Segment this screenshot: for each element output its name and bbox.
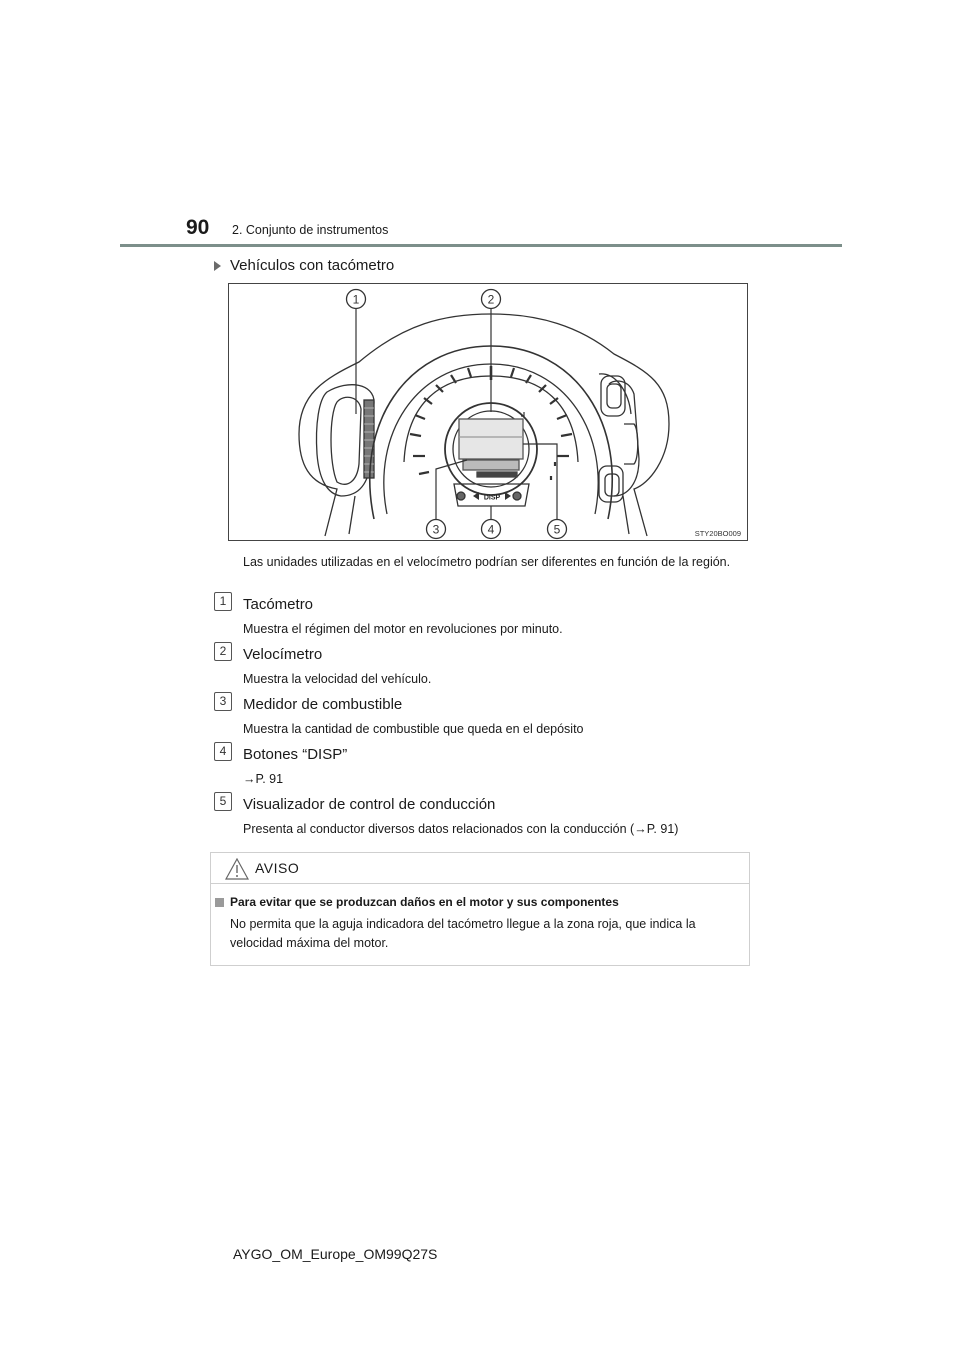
disp-button-label: DISP	[483, 494, 501, 502]
item-description: Muestra el régimen del motor en revoluciones por minuto.	[243, 622, 563, 636]
units-note: Las unidades utilizadas en el velocímetro podrían ser diferentes en función de la región.	[243, 555, 731, 569]
item-title: Tacómetro	[243, 596, 314, 613]
section-title: 2. Conjunto de instrumentos	[232, 223, 389, 237]
instrument-cluster-figure	[228, 283, 748, 541]
warning-box	[210, 852, 750, 966]
figure-callout-5: 5	[553, 522, 561, 537]
subsection-title: Vehículos con tacómetro	[230, 257, 395, 274]
page-reference-link[interactable]: →P. 91	[243, 772, 284, 786]
item-title: Medidor de combustible	[243, 696, 403, 713]
item-number-badge: 1	[214, 592, 232, 611]
header-rule	[120, 244, 842, 247]
figure-callout-1: 1	[352, 292, 360, 307]
subsection-heading	[214, 257, 394, 274]
figure-callout-4: 4	[487, 522, 495, 537]
item-number-badge: 4	[214, 742, 232, 761]
figure-callout-3: 3	[432, 522, 440, 537]
square-bullet-icon	[215, 898, 224, 907]
footer-code: AYGO_OM_Europe_OM99Q27S	[233, 1246, 438, 1262]
figure-code: STY20BO009	[694, 529, 741, 538]
warning-triangle-icon	[225, 858, 249, 880]
item-description: Presenta al conductor diversos datos relacionados con la conducción (→P. 91)	[243, 822, 679, 836]
figure-callout-2: 2	[487, 292, 495, 307]
instrument-cluster-illustration	[229, 284, 747, 540]
page-number: 90	[186, 216, 210, 239]
item-number-badge: 5	[214, 792, 232, 811]
item-title: Botones “DISP”	[243, 746, 348, 763]
item-title: Velocímetro	[243, 646, 323, 663]
item-number-badge: 3	[214, 692, 232, 711]
warning-header	[211, 853, 749, 884]
warning-label: AVISO	[255, 860, 300, 876]
item-description: Muestra la velocidad del vehículo.	[243, 672, 432, 686]
item-number-badge: 2	[214, 642, 232, 661]
warning-title: Para evitar que se produzcan daños en el motor y sus componentes	[230, 895, 619, 909]
item-description: Muestra la cantidad de combustible que queda en el depósito	[243, 722, 584, 736]
triangle-bullet-icon	[214, 261, 221, 271]
item-title: Visualizador de control de conducción	[243, 796, 496, 813]
warning-body: No permita que la aguja indicadora del tacómetro llegue a la zona roja, que indica la velocidad máxima del motor.	[230, 917, 696, 950]
